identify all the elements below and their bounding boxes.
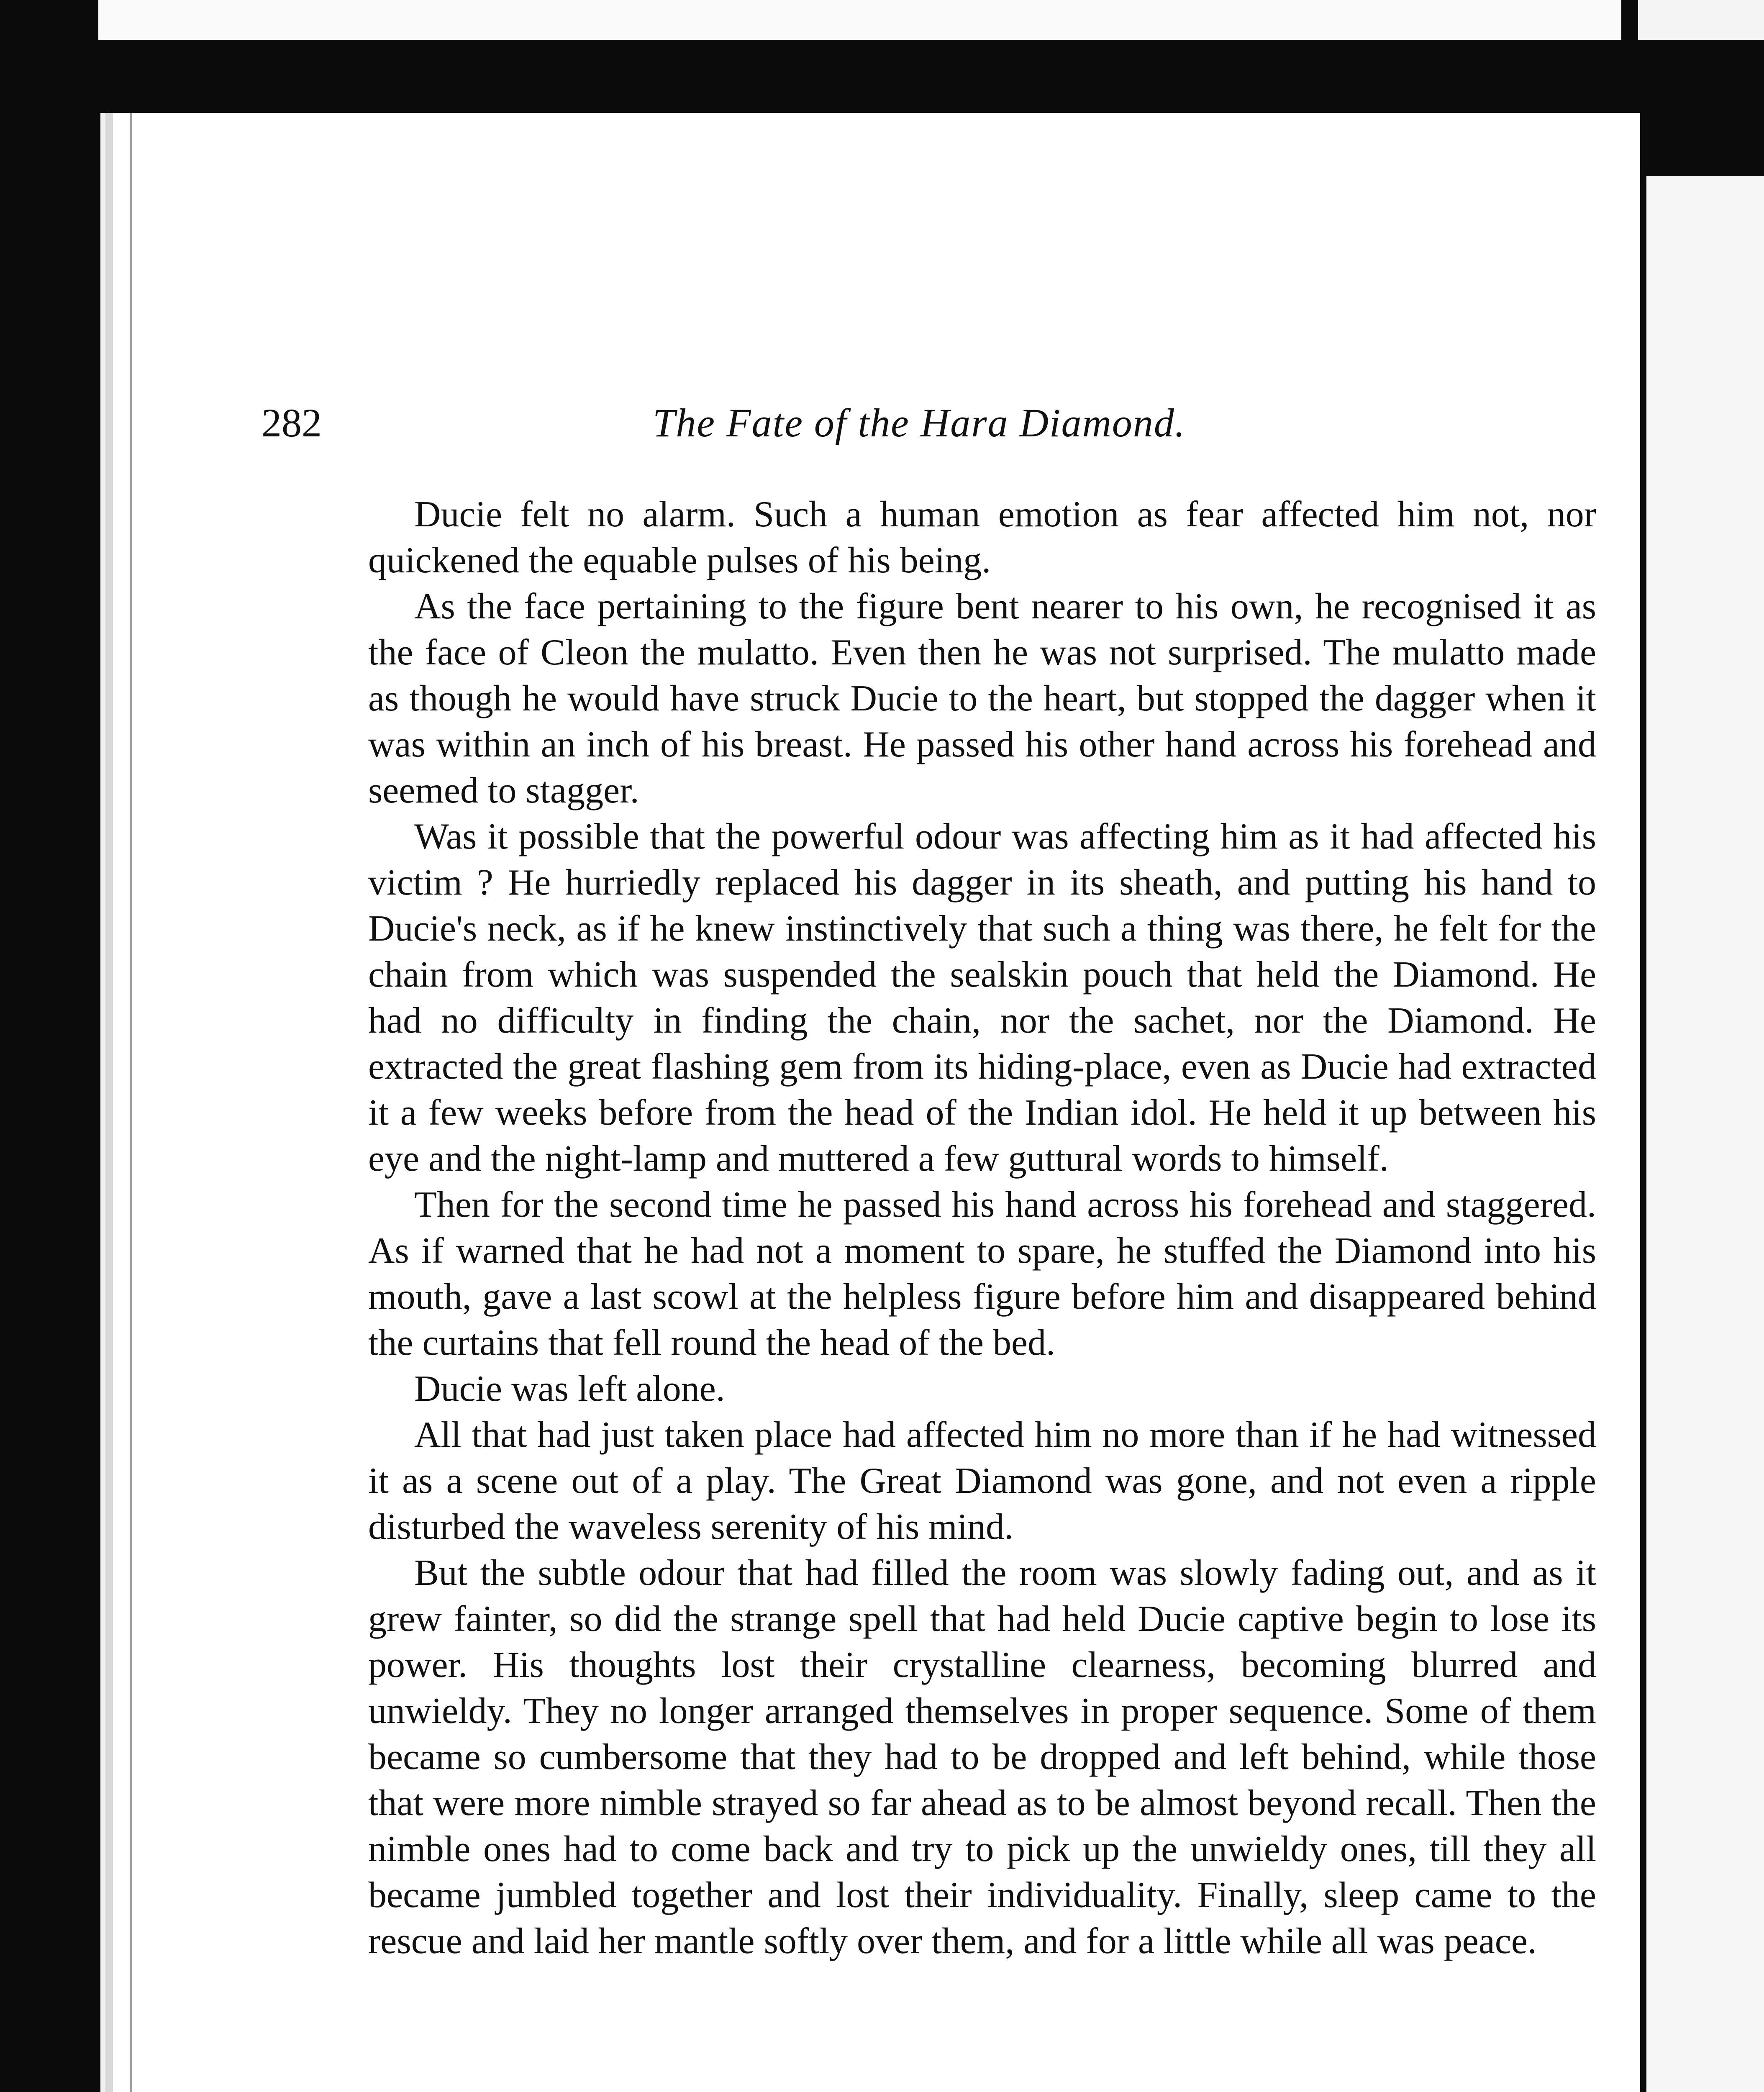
page-number: 282 bbox=[262, 400, 322, 445]
book-page bbox=[113, 113, 1640, 2092]
paragraph: Then for the second time he passed his hand across his forehead and staggered. As if warned that he had not a moment to spare, he stuffed the Diamond into his mouth, gave a last scowl at the helpless figure before him and disappeared behind the curtains that fell round the head of the bed. bbox=[368, 1184, 1596, 1363]
next-page-edge-top bbox=[1638, 0, 1764, 40]
paragraph: All that had just taken place had affected him no more than if he had witnessed it as a scene out of a play. The Great Diamond was gone, and not even a ripple disturbed the waveless serenity of his mind. bbox=[368, 1415, 1596, 1547]
next-page-edge bbox=[1646, 176, 1764, 2092]
paragraph: Was it possible that the powerful odour was affecting him as it had affected his victim ? He hurriedly replaced his dagger in its sheath, and putting his hand to Ducie's neck, as if he knew instinctively that such a thing was there, he felt for the chain from which was suspended the sealskin pouch that held the Diamond. He had no difficulty in finding the chain, nor the sachet, nor the Diamond. He extracted the great flashing gem from its hiding-place, even as Ducie had extracted it a few weeks before from the head of the Indian idol. He held it up between his eye and the night-lamp and muttered a few guttural words to himself. bbox=[368, 816, 1596, 1179]
previous-page-edge bbox=[98, 0, 1621, 40]
body-text bbox=[368, 492, 1596, 1964]
paragraph: As the face pertaining to the figure bent nearer to his own, he recognised it as the face of Cleon the mulatto. Even then he was not surprised. The mulatto made as though he would have struck Ducie to the heart, but stopped the dagger when it was within an inch of his breast. He passed his other hand across his forehead and seemed to stagger. bbox=[368, 586, 1596, 811]
paragraph: Ducie was left alone. bbox=[414, 1369, 725, 1409]
paragraph: But the subtle odour that had filled the room was slowly fading out, and as it grew fainter, so did the strange spell that had held Ducie captive begin to lose its power. His thoughts lost their crystalline clearness, becoming blurred and unwieldy. They no longer arranged themselves in proper sequence. Some of them became so cumbersome that they had to be dropped and left behind, while those that were more nimble strayed so far ahead as to be almost beyond recall. Then the nimble ones had to come back and try to pick up the unwieldy ones, till they all became jumbled together and lost their individuality. Finally, sleep came to the rescue and laid her mantle softly over them, and for a little while all was peace. bbox=[368, 1553, 1596, 1961]
running-title: The Fate of the Hara Diamond. bbox=[653, 400, 1186, 445]
paragraph: Ducie felt no alarm. Such a human emotion as fear affected him not, nor quickened the equable pulses of his being. bbox=[368, 494, 1596, 581]
